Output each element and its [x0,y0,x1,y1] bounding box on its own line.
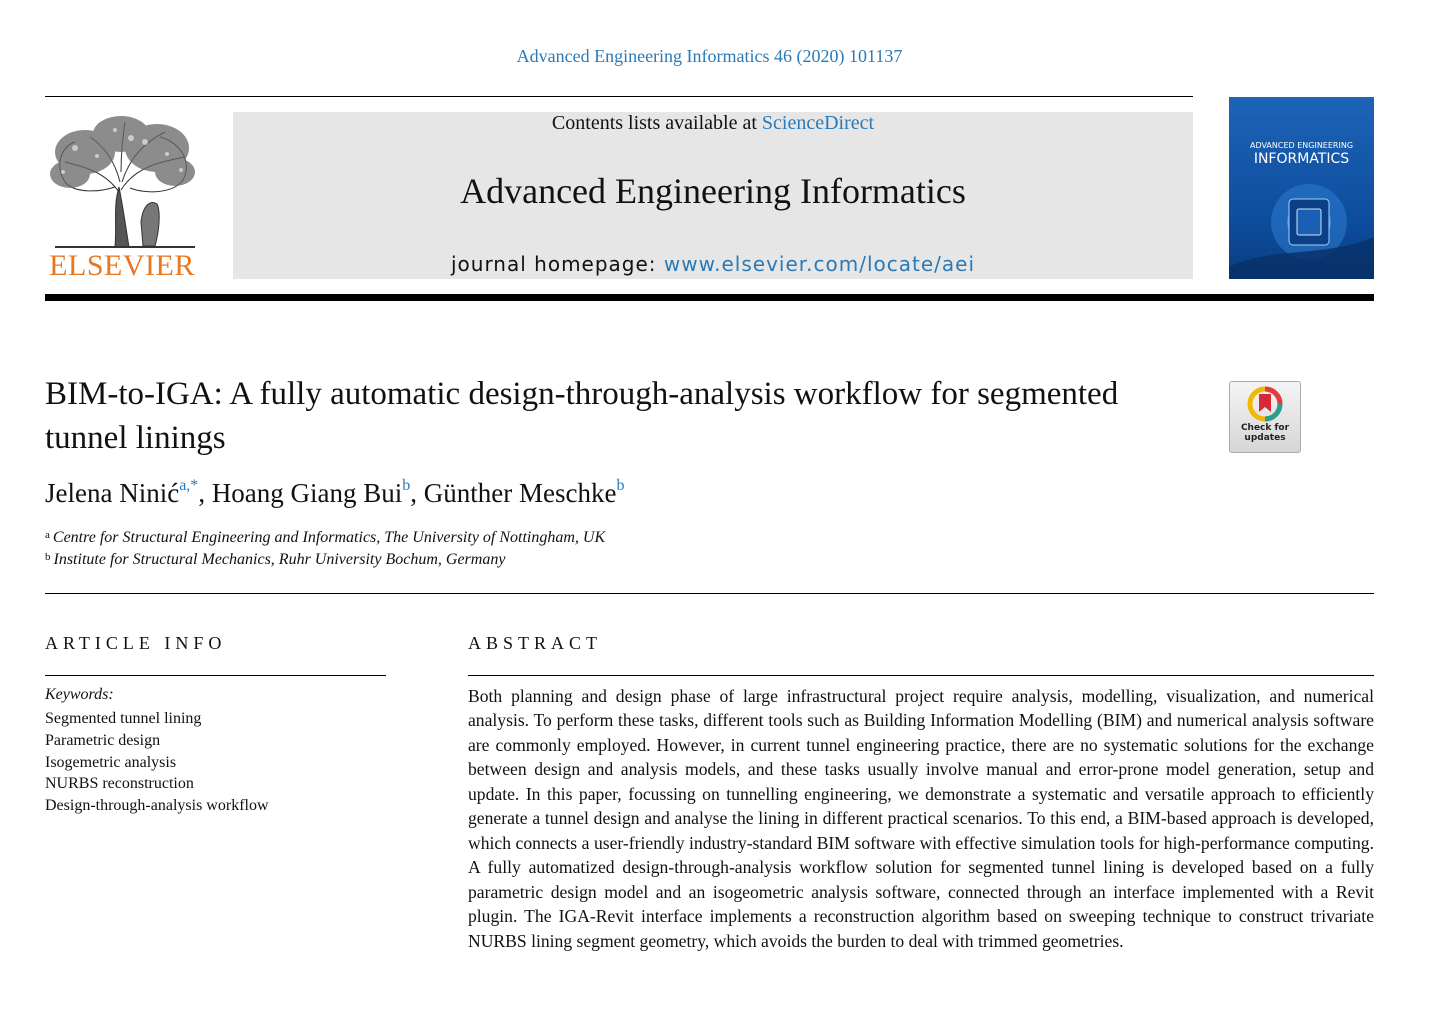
author-marks[interactable]: a,* [179,477,199,494]
keyword-item: Design-through-analysis workflow [45,797,269,815]
contents-prefix: Contents lists available at [551,112,762,134]
header-thick-rule [45,294,1374,301]
author-marks[interactable]: b [616,477,625,494]
author-name[interactable]: Hoang Giang Bui [211,478,403,508]
journal-homepage-link[interactable]: www.elsevier.com/locate/aei [663,252,976,276]
journal-cover-image[interactable] [1229,97,1374,279]
journal-citation-link[interactable]: Advanced Engineering Informatics 46 (2020) 101137 [516,46,903,66]
check-updates-icon [1247,386,1283,422]
abstract-text: Both planning and design phase of large infrastructural project require analysis, modelling, visualization, and numerical analysis. To perform these tasks, different tools such as Building Information Modelling (BIM) and numerical analysis software are commonly employed. However, in current tunnel engineering practice, there are no systematic solutions for the exchange between design and analysis models, and these tasks usually involve manual and error-prone model generation, setup and update. In this paper, focussing on tunnelling engineering, we demonstrate a systematic and versatile approach to efficiently generate a tunnel design and analyse the lining in different practical scenarios. To this end, a BIM-based approach is developed, which connects a user-friendly industry-standard BIM software with effective simulation tools for high-performance computing. A fully automatized design-through-analysis workflow solution for segmented tunnel lining is developed based on a fully parametric design model and an isogeometric analysis software, connected through an interface implemented with a Revit plugin. The IGA-Revit interface implements a reconstruction algorithm based on sweeping technique to construct trivariate NURBS lining segment geometry, which avoids the burden to deal with trimmed geometries. [468,686,1374,951]
keyword-item: Isogemetric analysis [45,753,177,771]
keyword-item: NURBS reconstruction [45,775,194,793]
affiliation-text: Centre for Structural Engineering and Informatics, The University of Nottingham, UK [52,529,606,546]
check-updates-label: Check for updates [1240,423,1290,443]
keywords-label: Keywords: [45,686,114,703]
sciencedirect-link[interactable]: ScienceDirect [761,112,875,134]
cover-title-big: INFORMATICS [1253,151,1350,167]
article-info-heading: ARTICLE INFO [45,633,227,653]
author-separator: , [410,478,424,508]
contents-availability-line [233,112,1193,135]
article-title: BIM-to-IGA: A fully automatic design-through-analysis workflow for segmented tunnel linings [45,376,1119,456]
keyword-item: Segmented tunnel lining [45,710,202,727]
author-separator: , [198,478,212,508]
affiliation-text: Institute for Structural Mechanics, Ruhr University Bochum, Germany [53,551,506,568]
author-name[interactable]: Jelena Ninić [45,478,180,508]
affiliation [45,529,605,547]
abstract-heading: ABSTRACT [468,633,603,653]
elsevier-wordmark: ELSEVIER [49,249,195,282]
cover-artwork [1229,177,1374,279]
article-info-rule [45,675,386,676]
affiliation-mark: a [45,529,50,541]
homepage-prefix: journal homepage: [450,252,664,276]
header-top-rule [45,96,1193,97]
journal-name: Advanced Engineering Informatics [460,171,966,211]
journal-homepage-line [233,252,1193,276]
keyword-item: Parametric design [45,731,161,749]
author-marks[interactable]: b [402,477,411,494]
check-for-updates-button[interactable] [1229,381,1301,453]
keywords-list [45,708,269,817]
affiliation [45,551,505,569]
section-divider [45,593,1374,594]
abstract-rule [468,675,1374,676]
cover-title-small: ADVANCED ENGINEERING [1249,141,1354,150]
affiliation-mark: b [45,551,51,563]
author-list [45,478,625,509]
author-name[interactable]: Günther Meschke [423,478,617,508]
